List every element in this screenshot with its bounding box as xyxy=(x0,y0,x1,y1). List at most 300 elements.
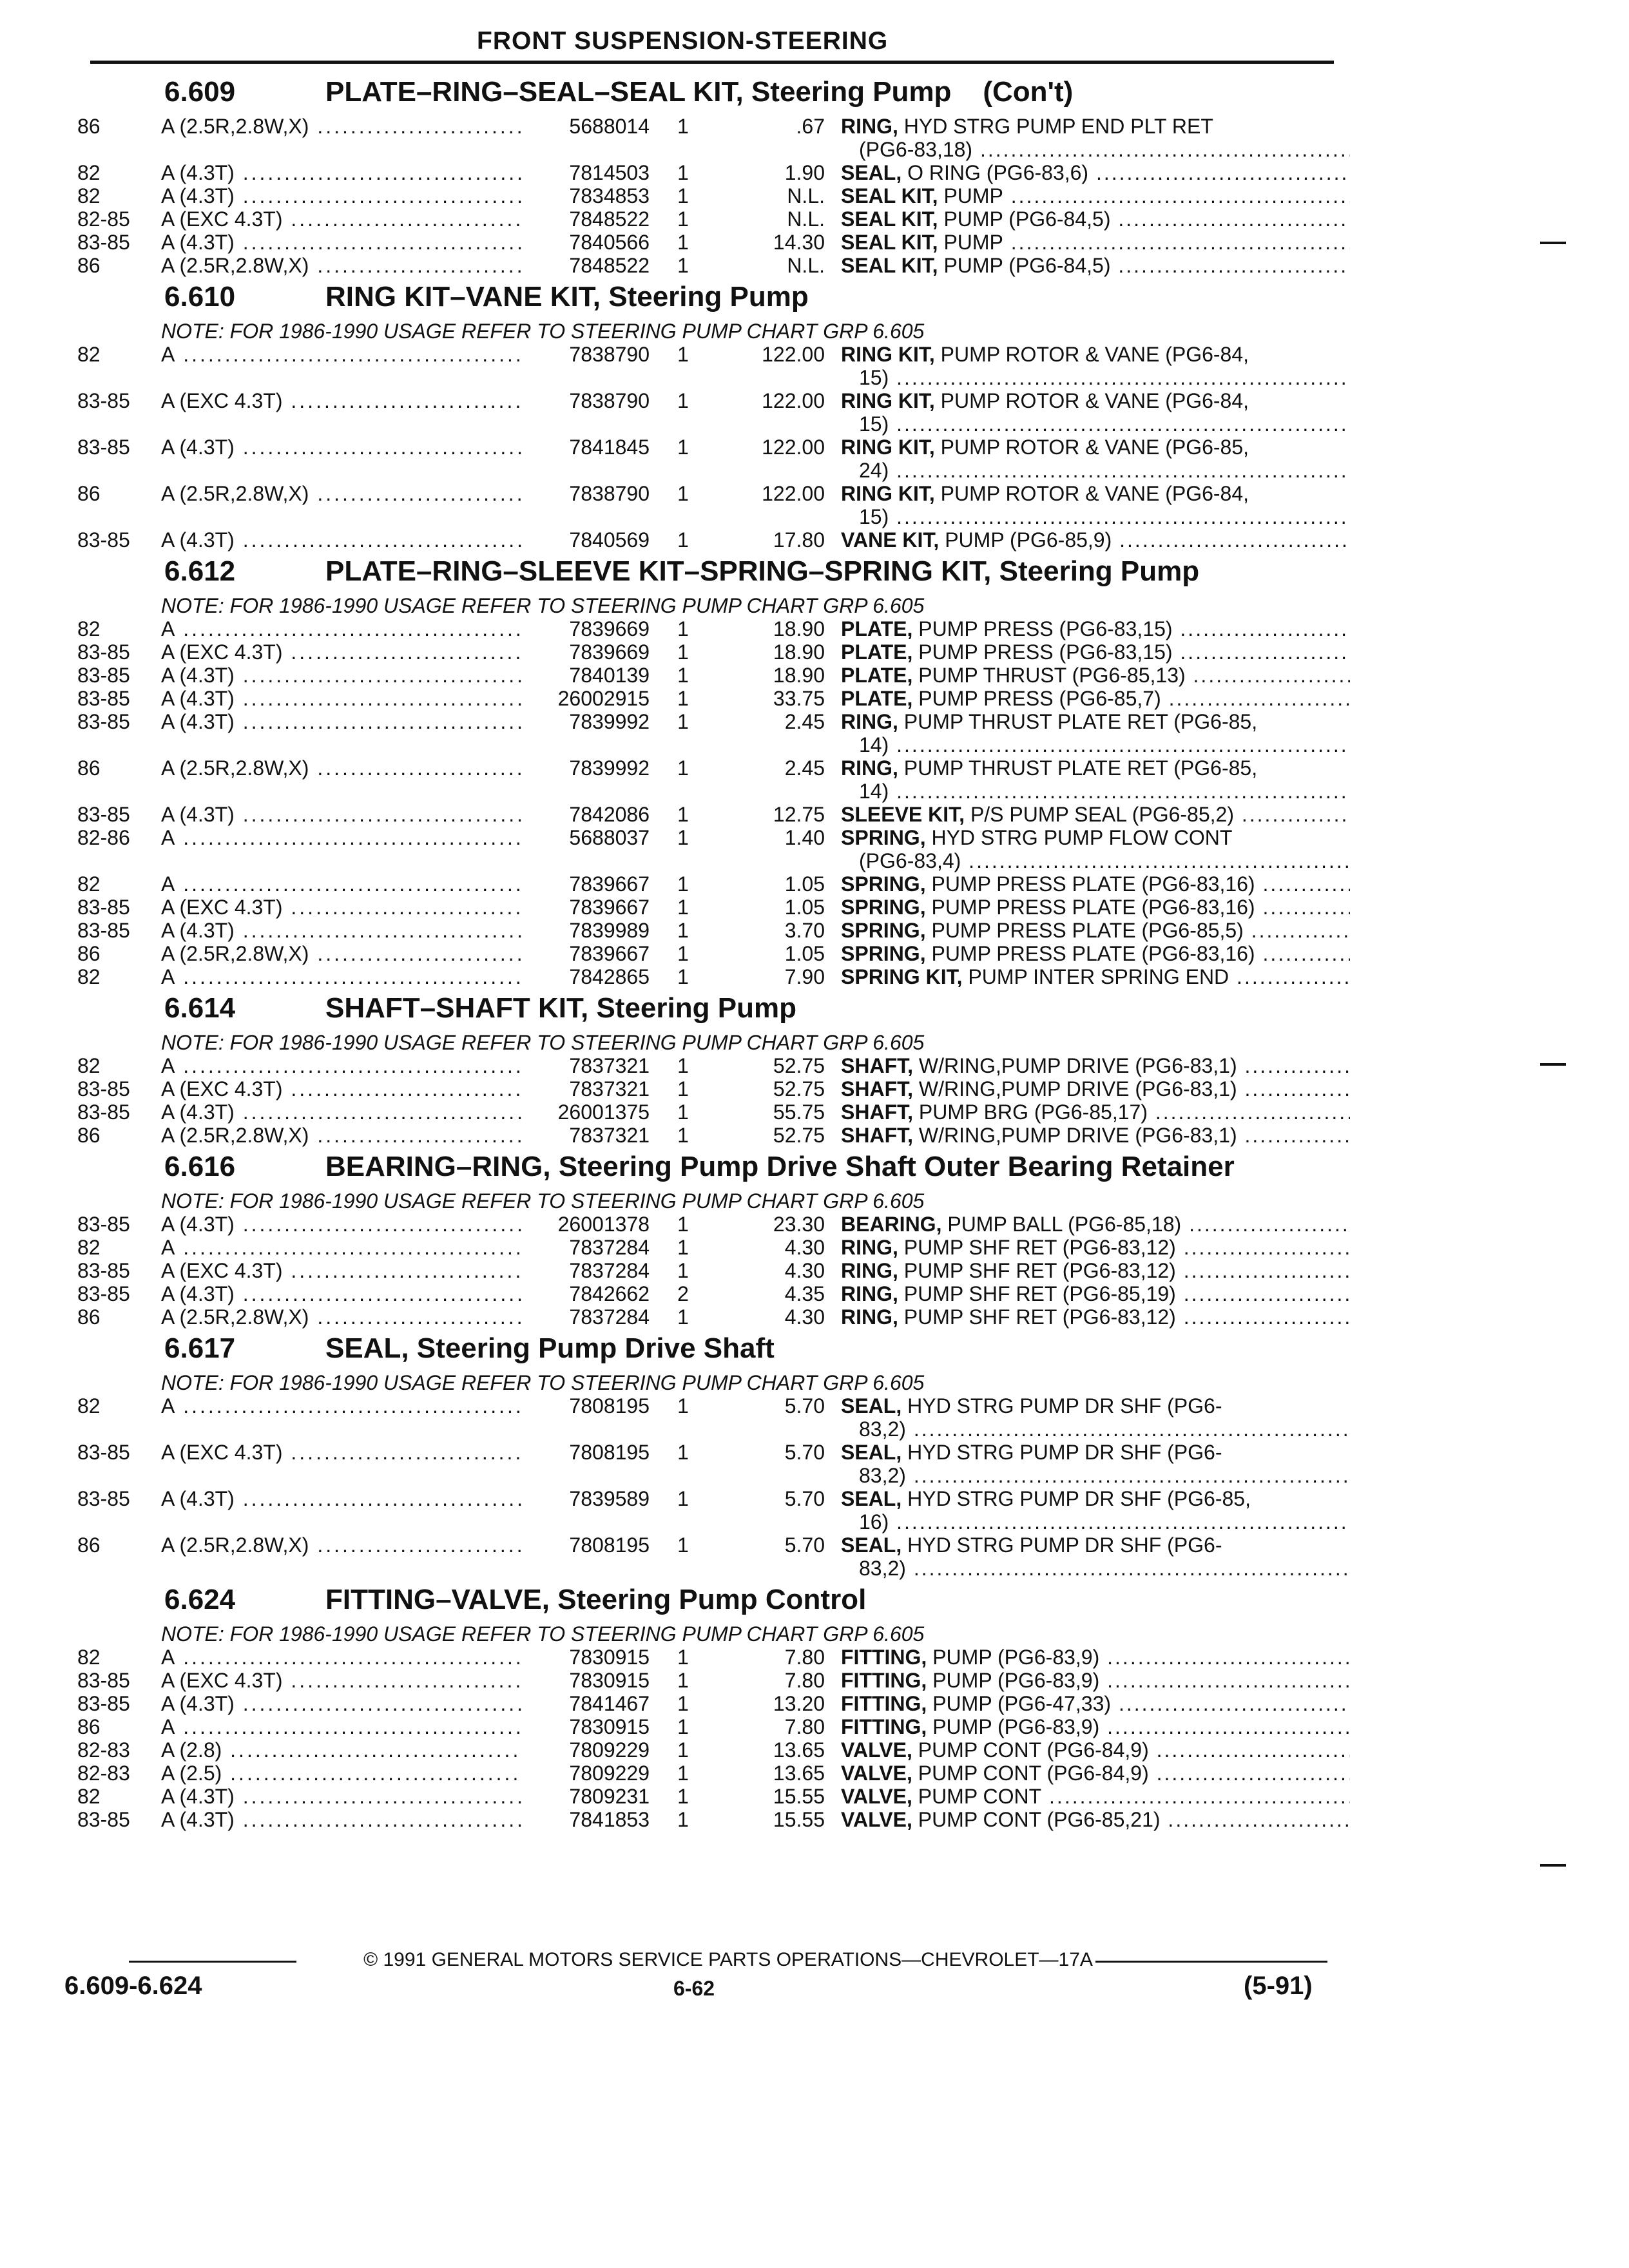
part-row xyxy=(77,528,1327,552)
section-title: RING KIT–VANE KIT, Steering Pump xyxy=(325,281,809,312)
part-description xyxy=(841,1305,1350,1329)
part-name: SEAL KIT, xyxy=(841,254,938,277)
model-code: A (2.5R,2.8W,X) ..... xyxy=(161,1305,599,1329)
part-description xyxy=(841,1487,1350,1533)
part-detail: HYD STRG PUMP DR SHF (PG6-85, xyxy=(901,1487,1251,1510)
part-number: 7837284 xyxy=(522,1259,650,1282)
part-number: 7830915 xyxy=(522,1669,650,1692)
model-code: A (4.3T) ..... xyxy=(161,184,599,207)
part-name: RING, xyxy=(841,1282,898,1305)
part-description xyxy=(841,640,1350,664)
part-row xyxy=(77,1692,1327,1715)
part-name: SEAL KIT, xyxy=(841,231,938,254)
model-code: A (4.3T) ..... xyxy=(161,1808,599,1831)
part-description xyxy=(841,184,1350,207)
part-detail: PUMP CONT xyxy=(912,1785,1042,1808)
part-row xyxy=(77,231,1327,254)
price: 5.70 xyxy=(784,1441,825,1464)
part-number: 7839989 xyxy=(522,919,650,942)
model-code: A (2.5R,2.8W,X) ..... xyxy=(161,756,599,780)
part-number: 7842662 xyxy=(522,1282,650,1305)
part-name: RING KIT, xyxy=(841,436,935,459)
section-number: 6.610 xyxy=(164,281,236,312)
part-detail: W/RING,PUMP DRIVE (PG6-83,1) xyxy=(913,1077,1237,1100)
part-name: RING, xyxy=(841,115,898,138)
part-number: 7840569 xyxy=(522,528,650,552)
part-number: 5688014 xyxy=(522,115,650,138)
leader-dots xyxy=(1111,1692,1119,1715)
part-row xyxy=(77,389,1327,436)
part-detail: HYD STRG PUMP DR SHF (PG6- xyxy=(901,1394,1222,1418)
model-code: A (4.3T) ..... xyxy=(161,664,599,687)
part-detail: PUMP (PG6-83,9) xyxy=(927,1646,1100,1669)
model-code: A ..... xyxy=(161,872,599,896)
model-year: 82 xyxy=(77,1236,101,1259)
part-name: VANE KIT, xyxy=(841,528,940,552)
model-code: A (4.3T) ..... xyxy=(161,1487,599,1510)
part-description xyxy=(841,1100,1350,1124)
part-number: 7837321 xyxy=(522,1077,650,1100)
part-row xyxy=(77,436,1327,482)
model-year: 83-85 xyxy=(77,1692,130,1715)
part-name: FITTING, xyxy=(841,1715,927,1738)
part-name: SHAFT, xyxy=(841,1124,913,1147)
part-description xyxy=(841,710,1350,756)
part-number: 7842865 xyxy=(522,965,650,988)
price: 1.05 xyxy=(784,872,825,896)
part-detail: HYD STRG PUMP FLOW CONT xyxy=(925,826,1233,849)
model-year: 83-85 xyxy=(77,919,130,942)
quantity: 1 xyxy=(677,1100,689,1124)
part-name: RING KIT, xyxy=(841,343,935,366)
part-number: 7841467 xyxy=(522,1692,650,1715)
page-header xyxy=(77,26,1327,72)
model-year: 82 xyxy=(77,1054,101,1077)
quantity: 1 xyxy=(677,826,689,849)
usage-note: NOTE: FOR 1986-1990 USAGE REFER TO STEERING PUMP CHART GRP 6.605 xyxy=(161,594,925,617)
part-name: VALVE, xyxy=(841,1762,912,1785)
model-year: 83-85 xyxy=(77,1213,130,1236)
part-row xyxy=(77,687,1327,710)
leader-dots xyxy=(1176,1236,1184,1259)
model-code: A (4.3T) ..... xyxy=(161,1282,599,1305)
part-name: RING, xyxy=(841,710,898,733)
part-number: 7839667 xyxy=(522,872,650,896)
part-description xyxy=(841,1646,1350,1669)
part-detail-continued: 15) xyxy=(859,366,889,389)
quantity: 1 xyxy=(677,896,689,919)
part-number: 7840139 xyxy=(522,664,650,687)
part-detail: PUMP ROTOR & VANE (PG6-84, xyxy=(934,343,1249,366)
quantity: 1 xyxy=(677,254,689,277)
model-year: 83-85 xyxy=(77,1487,130,1510)
part-row xyxy=(77,115,1327,161)
model-year: 86 xyxy=(77,115,101,138)
price: 2.45 xyxy=(784,710,825,733)
part-name: PLATE, xyxy=(841,617,913,640)
section-number: 6.614 xyxy=(164,992,236,1024)
leader-dots xyxy=(1176,1305,1184,1329)
model-year: 82-83 xyxy=(77,1762,130,1785)
quantity: 1 xyxy=(677,687,689,710)
part-row xyxy=(77,1533,1327,1580)
model-code: A (2.5R,2.8W,X) ..... xyxy=(161,115,599,138)
model-year: 82 xyxy=(77,161,101,184)
part-name: PLATE, xyxy=(841,640,913,664)
price: 1.05 xyxy=(784,942,825,965)
model-code: A (4.3T) ..... xyxy=(161,1692,599,1715)
leader-dots xyxy=(1173,640,1181,664)
price: 2.45 xyxy=(784,756,825,780)
quantity: 1 xyxy=(677,115,689,138)
model-year: 82-86 xyxy=(77,826,130,849)
part-row xyxy=(77,1394,1327,1441)
leader-dots xyxy=(906,1418,914,1441)
model-year: 86 xyxy=(77,1124,101,1147)
part-row xyxy=(77,482,1327,528)
leader-dots xyxy=(889,459,896,482)
footer-date-code: (5-91) xyxy=(1244,1972,1313,2000)
page-title: FRONT SUSPENSION-STEERING xyxy=(477,27,889,55)
part-detail: PUMP THRUST (PG6-85,13) xyxy=(912,664,1186,687)
quantity: 1 xyxy=(677,872,689,896)
leader-dots xyxy=(906,1464,914,1487)
quantity: 1 xyxy=(677,1808,689,1831)
quantity: 1 xyxy=(677,1669,689,1692)
quantity: 1 xyxy=(677,1441,689,1464)
part-description xyxy=(841,528,1350,552)
quantity: 2 xyxy=(677,1282,689,1305)
model-code: A ..... xyxy=(161,617,599,640)
part-row xyxy=(77,803,1327,826)
part-detail: PUMP PRESS (PG6-83,15) xyxy=(912,617,1173,640)
price: 122.00 xyxy=(762,436,825,459)
part-number: 7838790 xyxy=(522,389,650,412)
model-year: 82 xyxy=(77,617,101,640)
part-description xyxy=(841,1124,1350,1147)
part-name: RING KIT, xyxy=(841,389,935,412)
part-name: FITTING, xyxy=(841,1646,927,1669)
part-description xyxy=(841,1692,1350,1715)
part-row xyxy=(77,1646,1327,1669)
part-description xyxy=(841,1715,1350,1738)
part-detail: PUMP xyxy=(938,184,1003,207)
quantity: 1 xyxy=(677,640,689,664)
part-detail: PUMP SHF RET (PG6-83,12) xyxy=(898,1236,1176,1259)
part-row xyxy=(77,617,1327,640)
part-number: 26001375 xyxy=(522,1100,650,1124)
model-year: 82 xyxy=(77,184,101,207)
part-number: 7814503 xyxy=(522,161,650,184)
price: 1.90 xyxy=(784,161,825,184)
model-code: A (EXC 4.3T) ..... xyxy=(161,1441,599,1464)
part-detail: PUMP SHF RET (PG6-83,12) xyxy=(898,1259,1176,1282)
price: 4.30 xyxy=(784,1259,825,1282)
price: 14.30 xyxy=(773,231,825,254)
section-title: BEARING–RING, Steering Pump Drive Shaft Outer Bearing Retainer xyxy=(325,1151,1235,1182)
usage-note: NOTE: FOR 1986-1990 USAGE REFER TO STEERING PUMP CHART GRP 6.605 xyxy=(161,320,925,343)
part-number: 7838790 xyxy=(522,343,650,366)
part-description xyxy=(841,343,1350,389)
section-number: 6.624 xyxy=(164,1584,236,1615)
model-code: A (4.3T) ..... xyxy=(161,803,599,826)
model-code: A (EXC 4.3T) ..... xyxy=(161,1259,599,1282)
part-detail: PUMP THRUST PLATE RET (PG6-85, xyxy=(898,710,1258,733)
part-name: RING, xyxy=(841,1236,898,1259)
quantity: 1 xyxy=(677,389,689,412)
part-description xyxy=(841,1259,1350,1282)
part-detail: PUMP CONT (PG6-85,21) xyxy=(912,1808,1161,1831)
footer-rule-right xyxy=(1095,1961,1327,1963)
part-description xyxy=(841,436,1350,482)
part-row xyxy=(77,896,1327,919)
model-year: 86 xyxy=(77,482,101,505)
leader-dots xyxy=(1099,1715,1107,1738)
part-description xyxy=(841,826,1350,872)
quantity: 1 xyxy=(677,1259,689,1282)
part-description xyxy=(841,1394,1350,1441)
part-detail: HYD STRG PUMP DR SHF (PG6- xyxy=(901,1441,1222,1464)
leader-dots xyxy=(1237,1054,1245,1077)
price: 23.30 xyxy=(773,1213,825,1236)
part-name: SEAL KIT, xyxy=(841,184,938,207)
leader-dots xyxy=(1161,687,1169,710)
part-name: SPRING, xyxy=(841,896,926,919)
leader-dots xyxy=(1112,528,1119,552)
quantity: 1 xyxy=(677,1715,689,1738)
model-code: A (EXC 4.3T) ..... xyxy=(161,389,599,412)
quantity: 1 xyxy=(677,803,689,826)
part-name: PLATE, xyxy=(841,687,913,710)
model-year: 86 xyxy=(77,756,101,780)
part-name: RING, xyxy=(841,1259,898,1282)
price: 7.80 xyxy=(784,1646,825,1669)
part-number: 7808195 xyxy=(522,1533,650,1557)
part-detail: HYD STRG PUMP END PLT RET xyxy=(898,115,1213,138)
part-description xyxy=(841,1077,1350,1100)
section-heading xyxy=(77,1584,1327,1622)
leader-dots xyxy=(1229,965,1237,988)
model-year: 82 xyxy=(77,343,101,366)
price: 122.00 xyxy=(762,343,825,366)
price: 55.75 xyxy=(773,1100,825,1124)
part-row xyxy=(77,1236,1327,1259)
leader-dots xyxy=(1099,1646,1107,1669)
quantity: 1 xyxy=(677,1305,689,1329)
price: 52.75 xyxy=(773,1077,825,1100)
section-title: PLATE–RING–SLEEVE KIT–SPRING–SPRING KIT, Steering Pump xyxy=(325,555,1200,587)
model-code: A (2.8) ..... xyxy=(161,1738,599,1762)
part-number: 7839589 xyxy=(522,1487,650,1510)
price: 1.05 xyxy=(784,896,825,919)
part-number: 26002915 xyxy=(522,687,650,710)
quantity: 1 xyxy=(677,1213,689,1236)
part-number: 7837284 xyxy=(522,1305,650,1329)
usage-note: NOTE: FOR 1986-1990 USAGE REFER TO STEERING PUMP CHART GRP 6.605 xyxy=(161,1371,925,1394)
part-detail: PUMP (PG6-47,33) xyxy=(927,1692,1112,1715)
price: 3.70 xyxy=(784,919,825,942)
leader-dots xyxy=(1176,1259,1184,1282)
part-row xyxy=(77,343,1327,389)
model-year: 86 xyxy=(77,942,101,965)
part-number: 7841845 xyxy=(522,436,650,459)
leader-dots xyxy=(961,849,969,872)
part-detail: PUMP CONT (PG6-84,9) xyxy=(912,1762,1149,1785)
part-row xyxy=(77,184,1327,207)
model-code: A (4.3T) ..... xyxy=(161,161,599,184)
part-row xyxy=(77,1282,1327,1305)
part-number: 7848522 xyxy=(522,254,650,277)
part-description xyxy=(841,482,1350,528)
part-detail-continued: 24) xyxy=(859,459,889,482)
model-year: 82-85 xyxy=(77,207,130,231)
part-row xyxy=(77,254,1327,277)
leader-dots xyxy=(1161,1808,1168,1831)
part-detail-continued: 16) xyxy=(859,1510,889,1533)
part-row xyxy=(77,1441,1327,1487)
model-year: 83-85 xyxy=(77,1441,130,1464)
model-code: A (4.3T) ..... xyxy=(161,1213,599,1236)
model-code: A ..... xyxy=(161,965,599,988)
part-detail: PUMP PRESS PLATE (PG6-83,16) xyxy=(925,942,1255,965)
part-detail-continued: 15) xyxy=(859,412,889,436)
price: 122.00 xyxy=(762,482,825,505)
part-description xyxy=(841,965,1350,988)
price: 18.90 xyxy=(773,664,825,687)
margin-mark xyxy=(1540,1864,1566,1867)
model-year: 86 xyxy=(77,1305,101,1329)
part-row xyxy=(77,919,1327,942)
leader-dots xyxy=(1181,1213,1189,1236)
part-detail: PUMP BALL (PG6-85,18) xyxy=(941,1213,1182,1236)
part-detail: PUMP (PG6-83,9) xyxy=(927,1669,1100,1692)
section-title: SEAL, Steering Pump Drive Shaft xyxy=(325,1332,775,1364)
part-number: 5688037 xyxy=(522,826,650,849)
part-row xyxy=(77,1124,1327,1147)
part-description xyxy=(841,207,1350,231)
leader-dots xyxy=(1148,1100,1155,1124)
leader-dots xyxy=(1003,231,1011,254)
section-title: SHAFT–SHAFT KIT, Steering Pump xyxy=(325,992,796,1024)
part-row xyxy=(77,1259,1327,1282)
leader-dots xyxy=(1088,161,1096,184)
part-number: 7848522 xyxy=(522,207,650,231)
part-detail: PUMP ROTOR & VANE (PG6-85, xyxy=(934,436,1249,459)
quantity: 1 xyxy=(677,1646,689,1669)
model-year: 83-85 xyxy=(77,1282,130,1305)
leader-dots xyxy=(1149,1762,1157,1785)
footer-group-range: 6.609-6.624 xyxy=(64,1972,202,2000)
part-description xyxy=(841,617,1350,640)
model-year: 86 xyxy=(77,1715,101,1738)
part-detail: W/RING,PUMP DRIVE (PG6-83,1) xyxy=(913,1054,1237,1077)
part-detail-continued: 83,2) xyxy=(859,1418,906,1441)
part-row xyxy=(77,207,1327,231)
quantity: 1 xyxy=(677,528,689,552)
part-number: 7841853 xyxy=(522,1808,650,1831)
section-heading xyxy=(77,1151,1327,1189)
model-year: 83-85 xyxy=(77,687,130,710)
part-description xyxy=(841,1282,1350,1305)
part-name: VALVE, xyxy=(841,1738,912,1762)
part-name: SPRING, xyxy=(841,872,926,896)
part-description xyxy=(841,756,1350,803)
leader-dots xyxy=(1110,254,1118,277)
usage-note: NOTE: FOR 1986-1990 USAGE REFER TO STEERING PUMP CHART GRP 6.605 xyxy=(161,1189,925,1213)
part-row xyxy=(77,826,1327,872)
part-description xyxy=(841,1054,1350,1077)
model-code: A (2.5R,2.8W,X) ..... xyxy=(161,1533,599,1557)
price: 5.70 xyxy=(784,1487,825,1510)
model-code: A (EXC 4.3T) ..... xyxy=(161,1669,599,1692)
quantity: 1 xyxy=(677,1394,689,1418)
part-row xyxy=(77,1054,1327,1077)
part-detail: PUMP ROTOR & VANE (PG6-84, xyxy=(934,389,1249,412)
price: .67 xyxy=(796,115,825,138)
model-code: A (4.3T) ..... xyxy=(161,1100,599,1124)
part-detail: PUMP CONT (PG6-84,9) xyxy=(912,1738,1149,1762)
model-code: A (4.3T) ..... xyxy=(161,436,599,459)
model-code: A ..... xyxy=(161,1715,599,1738)
leader-dots xyxy=(889,733,896,756)
part-description xyxy=(841,1762,1350,1785)
part-number: 7837321 xyxy=(522,1124,650,1147)
part-row xyxy=(77,1785,1327,1808)
part-number: 7842086 xyxy=(522,803,650,826)
model-year: 83-85 xyxy=(77,803,130,826)
part-number: 7839667 xyxy=(522,942,650,965)
part-detail-continued: 15) xyxy=(859,505,889,528)
model-year: 83-85 xyxy=(77,710,130,733)
model-year: 83-85 xyxy=(77,1669,130,1692)
part-number: 26001378 xyxy=(522,1213,650,1236)
part-detail: PUMP (PG6-84,5) xyxy=(938,254,1111,277)
quantity: 1 xyxy=(677,1533,689,1557)
part-row xyxy=(77,1100,1327,1124)
section-number: 6.612 xyxy=(164,555,236,587)
part-number: 7834853 xyxy=(522,184,650,207)
part-description xyxy=(841,1533,1350,1580)
part-name: SEAL, xyxy=(841,1533,902,1557)
price: 52.75 xyxy=(773,1124,825,1147)
model-year: 83-85 xyxy=(77,389,130,412)
leader-dots xyxy=(889,780,896,803)
leader-dots xyxy=(1149,1738,1157,1762)
model-code: A (4.3T) ..... xyxy=(161,710,599,733)
model-year: 82 xyxy=(77,1646,101,1669)
part-row xyxy=(77,1762,1327,1785)
leader-dots xyxy=(1003,184,1011,207)
model-year: 83-85 xyxy=(77,1077,130,1100)
model-year: 83-85 xyxy=(77,640,130,664)
model-code: A (2.5R,2.8W,X) ..... xyxy=(161,254,599,277)
model-code: A (4.3T) ..... xyxy=(161,1785,599,1808)
part-description xyxy=(841,231,1350,254)
model-code: A ..... xyxy=(161,343,599,366)
part-detail-continued: (PG6-83,4) xyxy=(859,849,961,872)
part-row xyxy=(77,161,1327,184)
part-number: 7809229 xyxy=(522,1738,650,1762)
model-year: 83-85 xyxy=(77,1259,130,1282)
model-code: A ..... xyxy=(161,826,599,849)
part-name: SPRING, xyxy=(841,919,926,942)
section-number: 6.617 xyxy=(164,1332,236,1364)
part-detail: PUMP (PG6-84,5) xyxy=(938,207,1111,231)
model-code: A (4.3T) ..... xyxy=(161,528,599,552)
model-code: A (2.5R,2.8W,X) ..... xyxy=(161,482,599,505)
part-description xyxy=(841,389,1350,436)
part-detail: PUMP PRESS PLATE (PG6-85,5) xyxy=(925,919,1244,942)
